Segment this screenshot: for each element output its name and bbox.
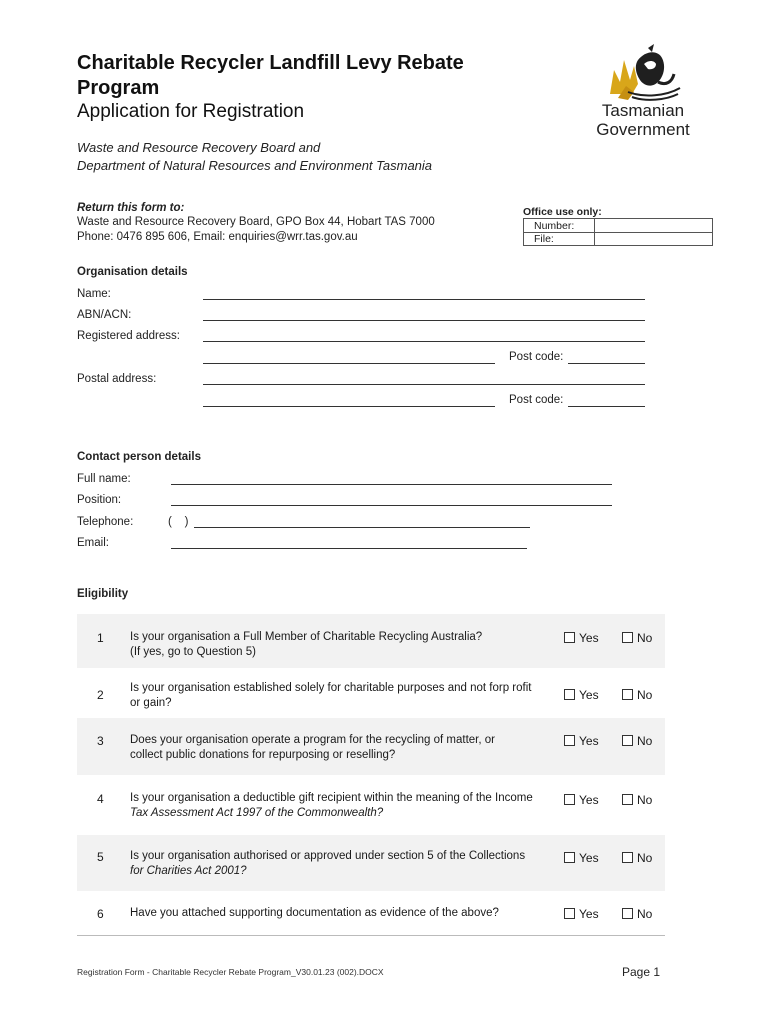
question-text (130, 630, 555, 660)
logo-text-2: Government (596, 120, 690, 139)
office-heading: Office use only: (523, 206, 602, 218)
no-option-5[interactable]: No (622, 851, 652, 865)
question-text (130, 733, 555, 763)
no-option-3[interactable]: No (622, 734, 652, 748)
registered-address-label: Registered address: (77, 330, 180, 342)
eligibility-row-4 (77, 777, 665, 833)
question-number: 3 (97, 734, 104, 748)
office-file-label: File: (534, 233, 554, 245)
fullname-label: Full name: (77, 473, 131, 485)
checkbox-icon[interactable] (622, 852, 633, 863)
checkbox-icon[interactable] (564, 852, 575, 863)
form-title: Charitable Recycler Landfill Levy Rebate Program (77, 52, 464, 99)
checkbox-icon[interactable] (622, 689, 633, 700)
telephone-area-code: ( ) (168, 516, 189, 528)
org-line-1: Waste and Resource Recovery Board and (77, 140, 321, 155)
no-option-6[interactable]: No (622, 907, 652, 921)
name-label: Name: (77, 288, 111, 300)
question-text (130, 791, 555, 821)
checkbox-icon[interactable] (622, 632, 633, 643)
question-number: 5 (97, 850, 104, 864)
yes-option-3[interactable]: Yes (564, 734, 599, 748)
no-option-4[interactable]: No (622, 793, 652, 807)
yes-option-5[interactable]: Yes (564, 851, 599, 865)
eligibility-row-2 (77, 671, 665, 716)
question-number: 4 (97, 792, 104, 806)
registered-postcode-label: Post code: (509, 351, 564, 363)
abn-label: ABN/ACN: (77, 309, 132, 321)
checkbox-icon[interactable] (564, 908, 575, 919)
tasmanian-devil-icon (588, 42, 698, 102)
page-number: Page 1 (622, 965, 661, 979)
logo-text-1: Tasmanian (601, 101, 685, 120)
question-line-1: Is your organisation a deductible gift recipient within the meaning of the Income (130, 792, 533, 804)
organisation-heading: Organisation details (77, 266, 188, 278)
contact-heading: Contact person details (77, 451, 201, 463)
yes-option-6[interactable]: Yes (564, 907, 599, 921)
postal-address-field-1[interactable] (203, 384, 645, 385)
no-option-2[interactable]: No (622, 688, 652, 702)
registered-postcode-field[interactable] (568, 363, 645, 364)
return-heading: Return this form to: (77, 202, 185, 214)
postal-address-field-2[interactable] (203, 406, 495, 407)
return-contact: Phone: 0476 895 606, Email: enquiries@wrr.tas.gov.au (77, 231, 358, 243)
question-number: 6 (97, 907, 104, 921)
position-field[interactable] (171, 505, 612, 506)
checkbox-icon[interactable] (622, 735, 633, 746)
question-line-1: Is your organisation established solely for charitable purposes and not forp rofit (130, 682, 532, 694)
registered-address-field-2[interactable] (203, 363, 495, 364)
question-line-1: Does your organisation operate a program for the recycling of matter, or (130, 734, 495, 746)
checkbox-icon[interactable] (622, 908, 633, 919)
fullname-field[interactable] (171, 484, 612, 485)
question-text (130, 906, 555, 921)
org-line-2: Department of Natural Resources and Environment Tasmania (77, 158, 433, 173)
question-text (130, 849, 555, 879)
office-use-box (523, 218, 713, 246)
position-label: Position: (77, 494, 122, 506)
checkbox-icon[interactable] (564, 632, 575, 643)
email-field[interactable] (171, 548, 527, 549)
registered-address-field-1[interactable] (203, 341, 645, 342)
question-number: 2 (97, 688, 104, 702)
email-label: Email: (77, 537, 109, 549)
question-number: 1 (97, 631, 104, 645)
telephone-label: Telephone: (77, 516, 134, 528)
office-number-label: Number: (534, 220, 575, 232)
question-line-2: (If yes, go to Question 5) (130, 646, 256, 658)
postal-postcode-field[interactable] (568, 406, 645, 407)
yes-option-2[interactable]: Yes (564, 688, 599, 702)
question-line-2: collect public donations for repurposing or reselling? (130, 749, 396, 761)
checkbox-icon[interactable] (564, 689, 575, 700)
eligibility-row-3 (77, 718, 665, 775)
name-field[interactable] (203, 299, 645, 300)
return-address: Waste and Resource Recovery Board, GPO Box 44, Hobart TAS 7000 (77, 216, 435, 228)
postal-address-label: Postal address: (77, 373, 157, 385)
eligibility-heading: Eligibility (77, 588, 129, 600)
yes-option-1[interactable]: Yes (564, 631, 599, 645)
postal-postcode-label: Post code: (509, 394, 564, 406)
eligibility-row-1 (77, 614, 665, 668)
question-line-1: Is your organisation a Full Member of Charitable Recycling Australia? (130, 631, 483, 643)
checkbox-icon[interactable] (564, 735, 575, 746)
question-line-1: Is your organisation authorised or approved under section 5 of the Collections (130, 850, 526, 862)
tasmanian-government-logo (588, 42, 698, 142)
telephone-field[interactable] (194, 527, 530, 528)
question-line-2: or gain? (130, 697, 172, 709)
no-option-1[interactable]: No (622, 631, 652, 645)
question-line-2: Tax Assessment Act 1997 of the Commonwealth? (130, 807, 384, 819)
eligibility-row-6 (77, 893, 665, 936)
abn-field[interactable] (203, 320, 645, 321)
checkbox-icon[interactable] (564, 794, 575, 805)
question-line-2: for Charities Act 2001? (130, 865, 247, 877)
eligibility-row-5 (77, 835, 665, 891)
yes-option-4[interactable]: Yes (564, 793, 599, 807)
question-text (130, 681, 555, 711)
form-subtitle: Application for Registration (77, 101, 305, 122)
checkbox-icon[interactable] (622, 794, 633, 805)
footer-filename: Registration Form - Charitable Recycler Rebate Program_V30.01.23 (002).DOCX (77, 967, 384, 977)
question-line-1: Have you attached supporting documentation as evidence of the above? (130, 907, 499, 919)
